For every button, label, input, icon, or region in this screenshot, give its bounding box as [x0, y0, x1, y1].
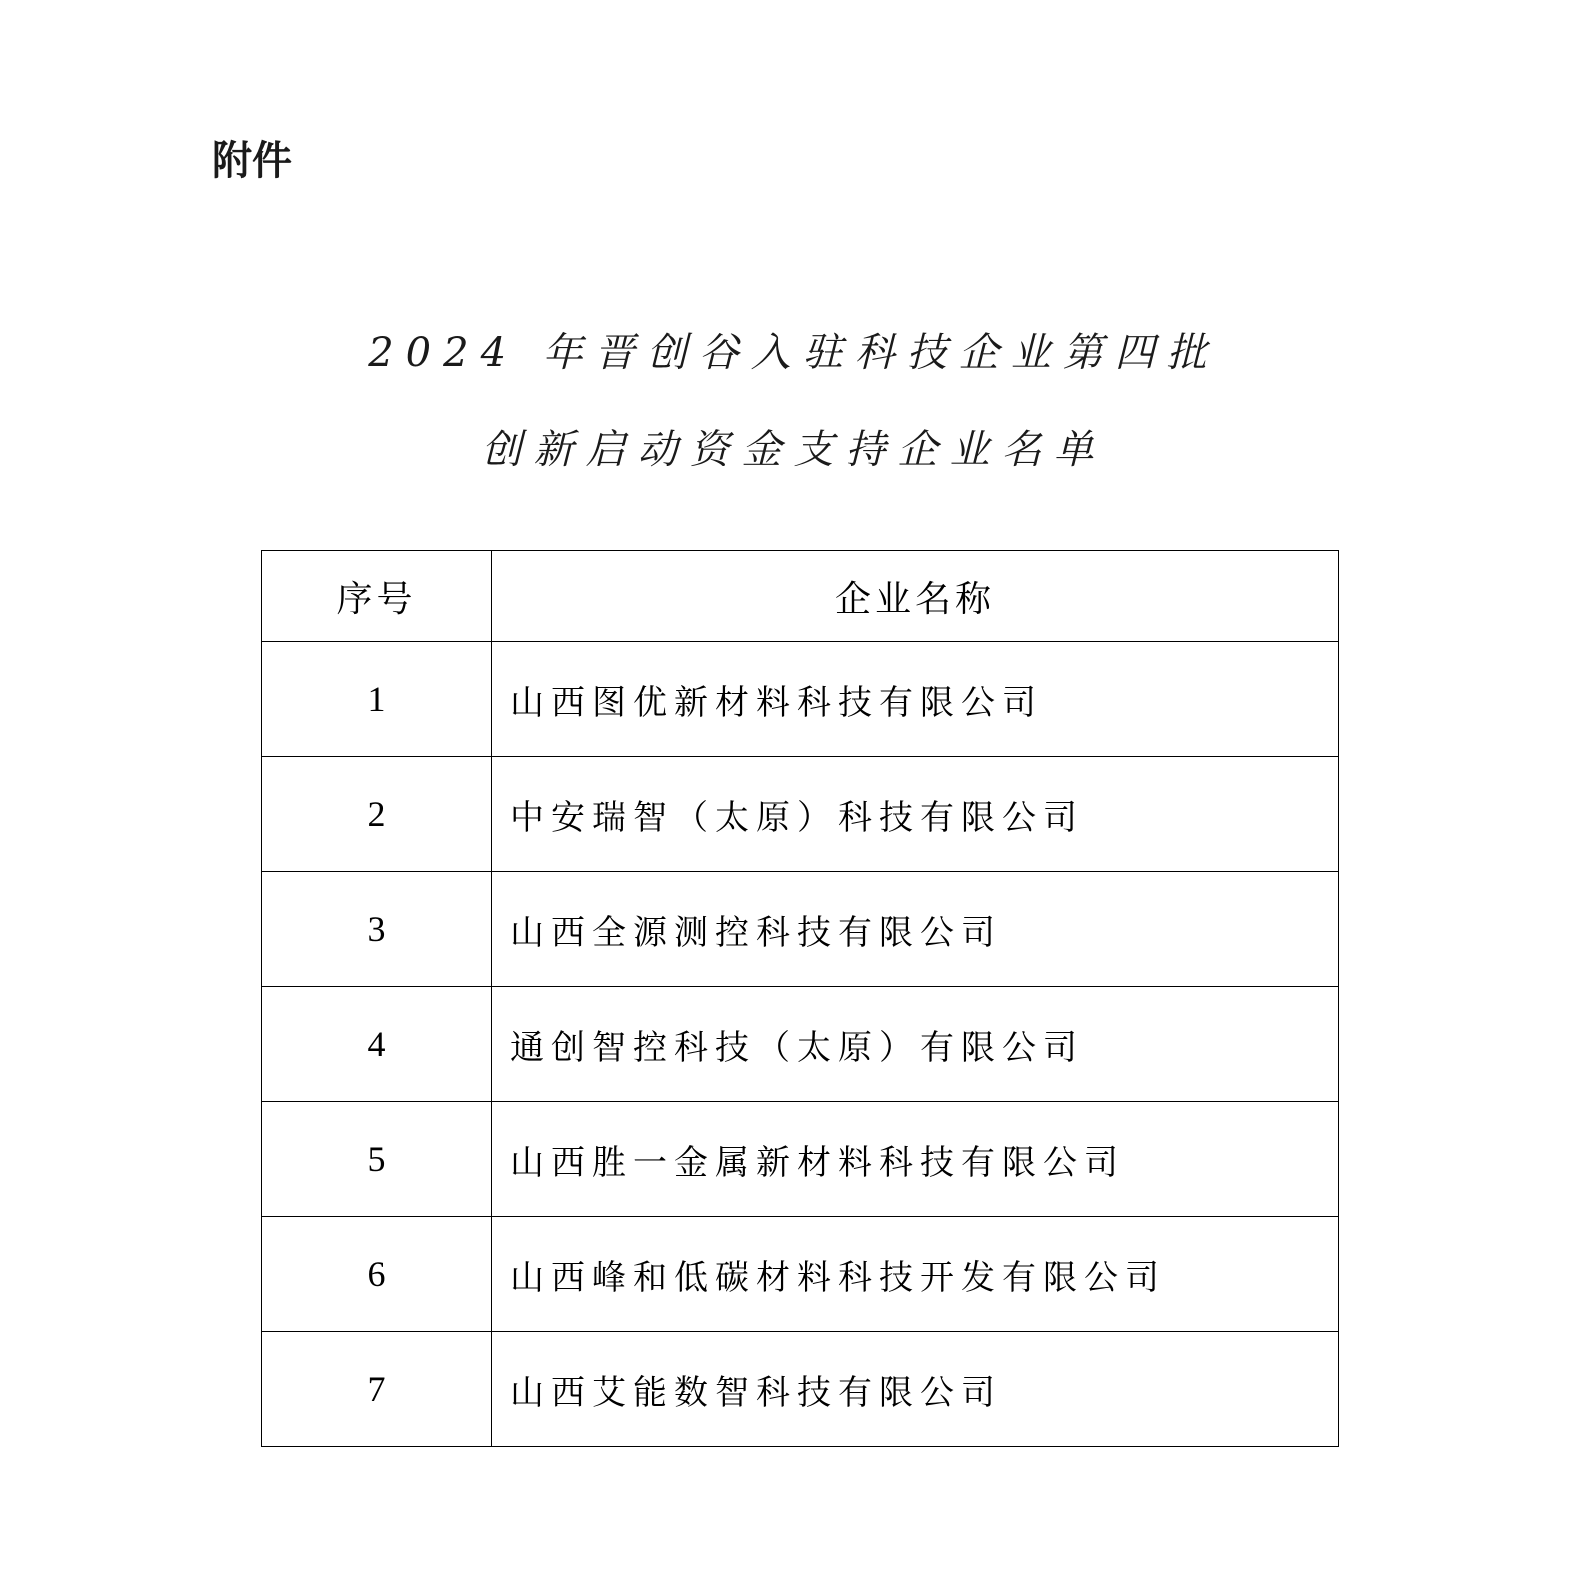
row-index: 3: [262, 872, 492, 987]
row-company-name: 山西胜一金属新材料科技有限公司: [492, 1102, 1339, 1217]
row-company-name: 山西峰和低碳材料科技开发有限公司: [492, 1217, 1339, 1332]
table-header-row: [262, 551, 1339, 642]
table-row: [262, 642, 1339, 757]
table-row: [262, 872, 1339, 987]
document-title-line-1: 2024 年晋创谷入驻科技企业第四批: [368, 330, 1219, 376]
row-index: 7: [262, 1332, 492, 1447]
table-row: [262, 757, 1339, 872]
table-row: [262, 1217, 1339, 1332]
company-table: [261, 550, 1339, 1447]
row-index: 5: [262, 1102, 492, 1217]
row-company-name: 中安瑞智（太原）科技有限公司: [492, 757, 1339, 872]
table-row: [262, 1332, 1339, 1447]
row-index: 1: [262, 642, 492, 757]
row-company-name: 山西图优新材料科技有限公司: [492, 642, 1339, 757]
header-company-name: 企业名称: [492, 551, 1339, 642]
attachment-label: 附件: [212, 138, 292, 184]
row-company-name: 山西艾能数智科技有限公司: [492, 1332, 1339, 1447]
row-company-name: 通创智控科技（太原）有限公司: [492, 987, 1339, 1102]
row-index: 2: [262, 757, 492, 872]
row-index: 4: [262, 987, 492, 1102]
row-company-name: 山西全源测控科技有限公司: [492, 872, 1339, 987]
header-index: 序号: [262, 551, 492, 642]
row-index: 6: [262, 1217, 492, 1332]
table-row: [262, 987, 1339, 1102]
table-row: [262, 1102, 1339, 1217]
document-title-line-2: 创新启动资金支持企业名单: [481, 427, 1106, 473]
